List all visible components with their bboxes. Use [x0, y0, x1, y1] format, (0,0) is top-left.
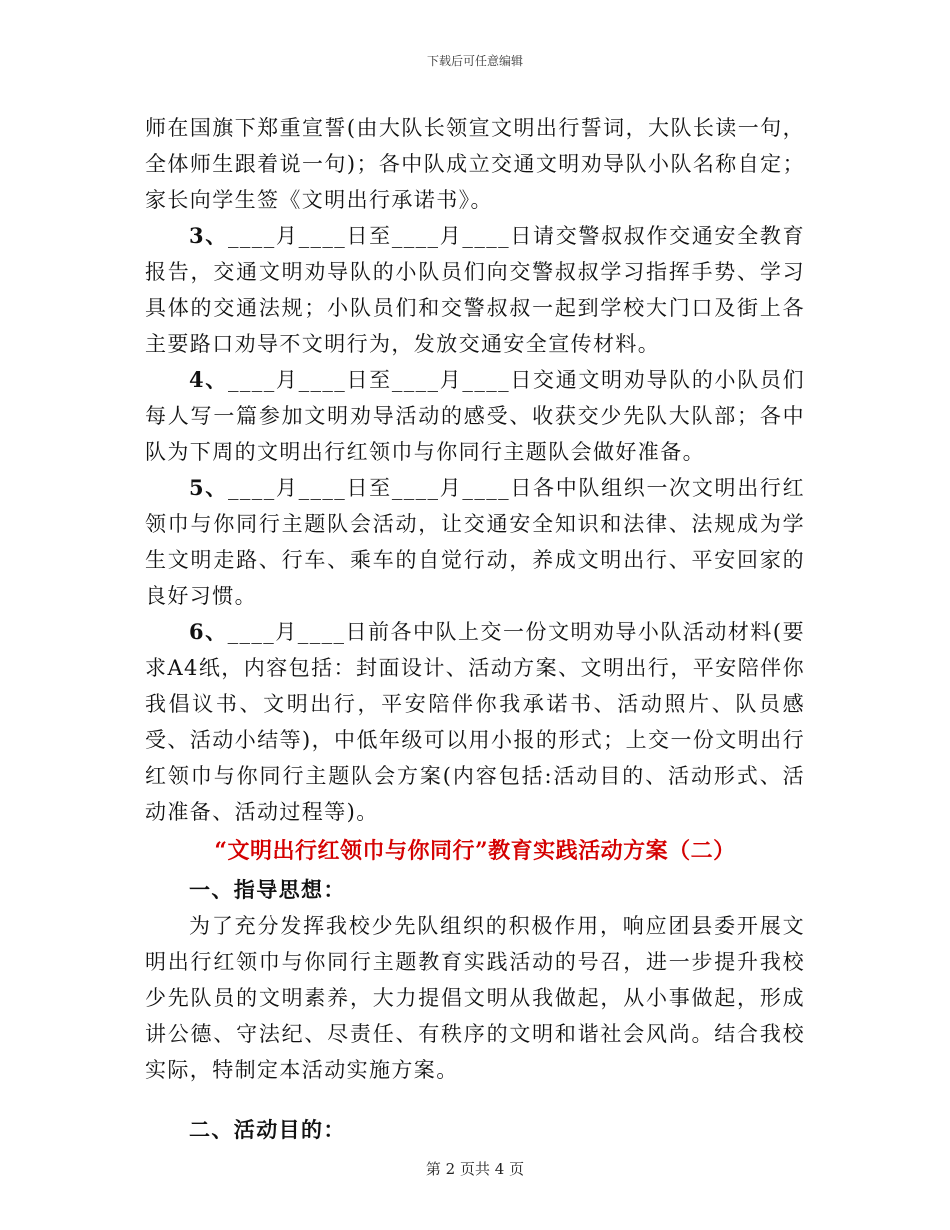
item-number: 3、	[189, 223, 228, 248]
section-title: “文明出行红领巾与你同行”教育实践活动方案（二）	[214, 838, 736, 864]
item-text: ____月____日至____月____日请交警叔叔作交通安全教育报告，交通文明劝导队的小队员们向交警叔叔学习指挥手势、学习具体的交通法规；小队员们和交警叔叔一起到学校大门口及街上各主要路口劝导不文明行为，发放交通安全宣传材料。	[145, 224, 805, 356]
section-heading-purpose: 二、活动目的：	[189, 1117, 346, 1142]
item-text: ____月____日至____月____日交通文明劝导队的小队员们每人写一篇参加文明劝导活动的感受、收获交少先队大队部；各中队为下周的文明出行红领巾与你同行主题队会做好准备。	[145, 368, 805, 464]
section-heading-guiding-thought: 一、指导思想：	[189, 877, 346, 902]
item-text: ____月____日至____月____日各中队组织一次文明出行红领巾与你同行主题队会活动，让交通安全知识和法律、法规成为学生文明走路、行车、乘车的自觉行动，养成文明出行、平安回家的良好习惯。	[145, 476, 805, 608]
paragraph-item-3	[145, 218, 805, 362]
spacer	[145, 1088, 805, 1112]
page-footer: 第 2 页共 4 页	[425, 1160, 525, 1178]
item-number: 5、	[189, 475, 228, 500]
paragraph-item-4	[145, 362, 805, 470]
item-number: 6、	[189, 619, 228, 644]
paragraph-item-5	[145, 470, 805, 614]
item-text: ____月____日前各中队上交一份文明劝导小队活动材料(要求A4纸，内容包括：封面设计、活动方案、文明出行，平安陪伴你我倡议书、文明出行，平安陪伴你我承诺书、活动照片、队员感受、活动小结等)，中低年级可以用小报的形式；上交一份文明出行红领巾与你同行主题队会方案(内容包括:活动目的、活动形式、活动准备、活动过程等)。	[145, 620, 805, 824]
paragraph-item-6	[145, 614, 805, 830]
document-body	[145, 110, 805, 1148]
page-header: 下载后可任意编辑	[426, 54, 523, 68]
item-number: 4、	[189, 367, 228, 392]
paragraph-continued: 师在国旗下郑重宣誓(由大队长领宣文明出行誓词，大队长读一句，全体师生跟着说一句)；各中队成立交通文明劝导队小队名称自定；家长向学生签《文明出行承诺书》。	[145, 116, 805, 212]
paragraph-guiding-thought: 为了充分发挥我校少先队组织的积极作用，响应团县委开展文明出行红领巾与你同行主题教育实践活动的号召，进一步提升我校少先队员的文明素养，大力提倡文明从我做起，从小事做起，形成讲公德、守法纪、尽责任、有秩序的文明和谐社会风尚。结合我校实际，特制定本活动实施方案。	[145, 914, 805, 1082]
